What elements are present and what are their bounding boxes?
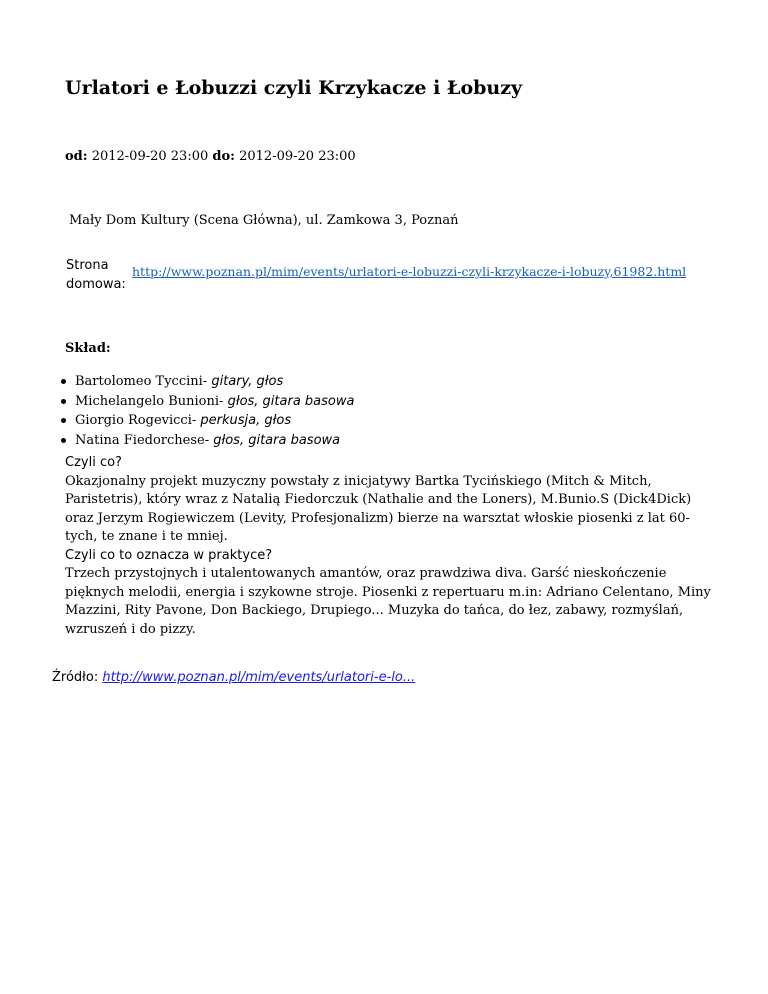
description-line: Czyli co? <box>65 455 122 470</box>
event-venue: Mały Dom Kultury (Scena Główna), ul. Zamkowa 3, Poznań <box>69 213 459 228</box>
description-line: wzruszeń i do pizzy. <box>65 621 196 637</box>
event-description <box>65 454 715 639</box>
event-title: Urlatori e Łobuzzi czyli Krzykacze i Łobuzy <box>65 77 523 99</box>
homepage-label-line2: domowa: <box>66 277 126 292</box>
description-line: Paristetris), który wraz z Natalią Fiedorczuk (Nathalie and the Loners), M.Bunio.S (Dick4Dick) <box>65 492 692 507</box>
member-name: Giorgio Rogevicci- <box>75 413 201 428</box>
homepage-label <box>66 256 126 294</box>
member-role: głos, gitara basowa <box>227 393 355 409</box>
description-line: oraz Jerzym Rogiewiczem (Levity, Profesjonalizm) bierze na warsztat włoskie piosenki z lat 60- <box>65 510 690 526</box>
bullet-icon <box>61 379 66 384</box>
description-line: Okazjonalny projekt muzyczny powstały z inicjatywy Bartka Tycińskiego (Mitch & Mitch, <box>65 473 652 489</box>
member-role: gitary, głos <box>211 374 284 389</box>
description-line: Mazzini, Rity Pavone, Don Backiego, Drupiego... Muzyka do tańca, do łez, zabawy, rozmyślań, <box>65 603 684 618</box>
lineup-list <box>58 372 354 450</box>
homepage-link[interactable]: http://www.poznan.pl/mim/events/urlatori-e-lobuzzi-czyli-krzykacze-i-lobuzy,61982.html <box>132 264 687 279</box>
bullet-icon <box>61 418 66 423</box>
member-name: Michelangelo Bunioni- <box>75 393 228 409</box>
description-line: Czyli co to oznacza w praktyce? <box>65 547 273 563</box>
member-role: perkusja, głos <box>200 413 292 428</box>
to-label: do: <box>212 149 235 164</box>
member-name: Bartolomeo Tyccini- <box>75 374 212 389</box>
description-line: Trzech przystojnych i utalentowanych amantów, oraz prawdziwa diva. Garść nieskończenie <box>65 566 667 581</box>
source-label: Źródło: <box>52 670 103 685</box>
member-name: Natina Fiedorchese- <box>75 432 214 448</box>
lineup-heading: Skład: <box>65 341 111 356</box>
lineup-member <box>58 392 354 412</box>
lineup-member <box>58 431 354 451</box>
from-label: od: <box>65 149 88 164</box>
bullet-icon <box>61 399 66 404</box>
bullet-icon <box>61 438 66 443</box>
to-value: 2012-09-20 23:00 <box>239 149 356 164</box>
from-value: 2012-09-20 23:00 <box>91 149 209 164</box>
source-link[interactable]: http://www.poznan.pl/mim/events/urlatori-e-lo... <box>102 670 416 685</box>
source-line <box>52 669 415 685</box>
homepage-label-line1: Strona <box>66 258 109 273</box>
event-dates <box>65 149 356 164</box>
lineup-member <box>58 411 354 431</box>
description-line: pięknych melodii, energia i szykowne stroje. Piosenki z repertuaru m.in: Adriano Celentano, Miny <box>65 584 711 600</box>
member-role: głos, gitara basowa <box>213 432 341 448</box>
lineup-member <box>58 372 354 392</box>
description-line: tych, te znane i te mniej. <box>65 529 228 544</box>
